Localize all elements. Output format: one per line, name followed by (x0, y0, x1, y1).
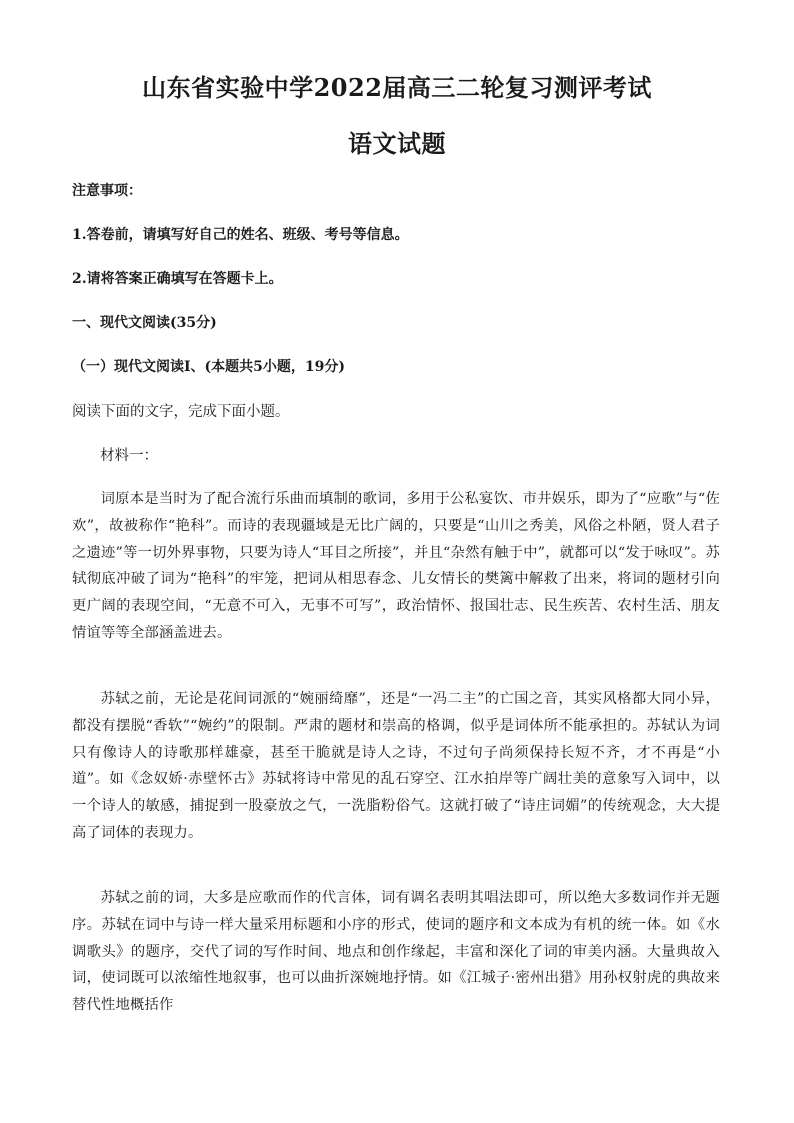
paragraph-3: 苏轼之前的词，大多是应歌而作的代言体，词有调名表明其唱法即可，所以绝大多数词作并无题序。苏轼在词中与诗一样大量采用标题和小序的形式，使词的题序和文本成为有机的统一体。如《水调歌头》的题序，交代了词的写作时间、地点和创作缘起，丰富和深化了词的审美内涵。大量典故入词，使词既可以浓缩性地叙事，也可以曲折深婉地抒情。如《江城子·密州出猎》用孙权射虎的典故来替代性地概括作 (72, 890, 720, 1014)
notice-item-2: 2.请将答案正确填写在答题卡上。 (72, 271, 283, 287)
document-subtitle: 语文试题 (348, 129, 446, 158)
section-heading: 一、现代文阅读(35分) (72, 315, 217, 331)
reading-instruction: 阅读下面的文字，完成下面小题。 (72, 404, 290, 420)
notice-heading: 注意事项： (72, 183, 142, 199)
paragraph-2: 苏轼之前，无论是花间词派的“婉丽绮靡”，还是“一冯二主”的亡国之音，其实风格都大同小异，都没有摆脱“香软”“婉约”的限制。严肃的题材和崇高的格调，似乎是词体所不能承担的。苏轼认为词只有像诗人的诗歌那样雄豪，甚至干脆就是诗人之诗，不过句子尚须保持长短不齐，才不再是“小道”。如《念奴娇·赤壁怀古》苏轼将诗中常见的乱石穿空、江水拍岸等广阔壮美的意象写入词中，以一个诗人的敏感，捕捉到一股豪放之气，一洗脂粉俗气。这就打破了“诗庄词媚”的传统观念，大大提高了词体的表现力。 (72, 691, 720, 841)
paragraph-1: 词原本是当时为了配合流行乐曲而填制的歌词，多用于公私宴饮、市井娱乐，即为了“应歌”与“佐欢”，故被称作“艳科”。而诗的表现疆域是无比广阔的，只要是“山川之秀美，风俗之朴陋，贤人君子之遗迹”等一切外界事物，只要为诗人“耳目之所接”，并且“杂然有触于中”，就都可以“发于咏叹”。苏轼彻底冲破了词为“艳科”的牢笼，把词从相思春念、儿女情长的樊篱中解救了出来，将词的题材引向更广阔的表现空间，“无意不可入，无事不可写”，政治情怀、报国壮志、民生疾苦、农村生活、朋友情谊等等全部涵盖进去。 (72, 491, 720, 641)
section-subheading: （一）现代文阅读Ⅰ、(本题共5小题，19分) (72, 359, 346, 375)
document-title: 山东省实验中学2022届高三二轮复习测评考试 (142, 73, 652, 102)
material-label: 材料一： (100, 448, 158, 464)
notice-item-1: 1.答卷前，请填写好自己的姓名、班级、考号等信息。 (72, 227, 409, 243)
